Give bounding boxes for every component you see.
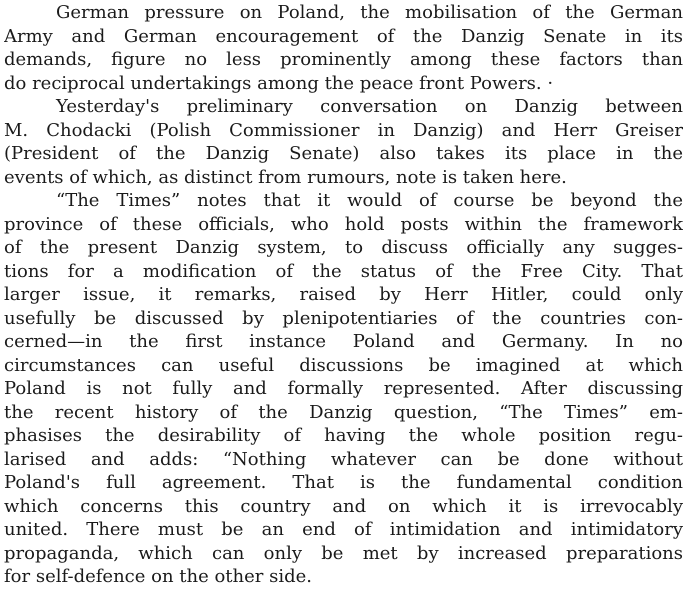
text-line: M. Chodacki (Polish Commissioner in Danzig) and Herr Greiser (4, 119, 683, 141)
text-line: phasises the desirability of having the whole position regu- (4, 425, 683, 446)
paragraph-danzig-conversation (4, 95, 683, 189)
text-line: the recent history of the Danzig question, “The Times” em- (4, 401, 683, 423)
text-line: (President of the Danzig Senate) also takes its place in the (4, 143, 683, 164)
text-line: usefully be discussed by plenipotentiaries of the countries con- (4, 307, 683, 329)
text-line: tions for a modification of the status of the Free City. That (4, 260, 683, 282)
text-line: events of which, as distinct from rumours, note is taken here. (4, 166, 567, 188)
text-line: Army and German encouragement of the Danzig Senate in its (4, 25, 683, 47)
text-line: which concerns this country and on which it is irrevocably (4, 495, 683, 517)
paragraph-the-times (4, 189, 683, 589)
text-line: Yesterday's preliminary conversation on Danzig between (56, 96, 683, 117)
text-line: propaganda, which can only be met by increased preparations (4, 542, 683, 564)
text-line: German pressure on Poland, the mobilisation of the German (56, 2, 683, 23)
text-line: larised and adds: “Nothing whatever can be done without (4, 448, 683, 470)
text-line: “The Times” notes that it would of course be beyond the (56, 190, 683, 211)
text-line: province of these officials, who hold posts within the framework (4, 213, 683, 235)
text-line: demands, figure no less prominently among these factors than (4, 49, 683, 70)
text-line: cerned—in the first instance Poland and Germany. In no (4, 331, 683, 352)
text-line: circumstances can useful discussions be imagined at which (4, 354, 683, 376)
text-line: larger issue, it remarks, raised by Herr Hitler, could only (4, 284, 683, 305)
text-line: do reciprocal undertakings among the peace front Powers. · (4, 72, 554, 94)
paragraph-german-pressure (4, 1, 683, 95)
text-line: Poland's full agreement. That is the fundamental condition (4, 472, 683, 493)
text-line: for self-defence on the other side. (4, 566, 312, 587)
text-line: united. There must be an end of intimidation and intimidatory (4, 519, 683, 540)
text-line: of the present Danzig system, to discuss officially any sugges- (4, 237, 683, 258)
text-line: Poland is not fully and formally represented. After discussing (4, 378, 683, 399)
